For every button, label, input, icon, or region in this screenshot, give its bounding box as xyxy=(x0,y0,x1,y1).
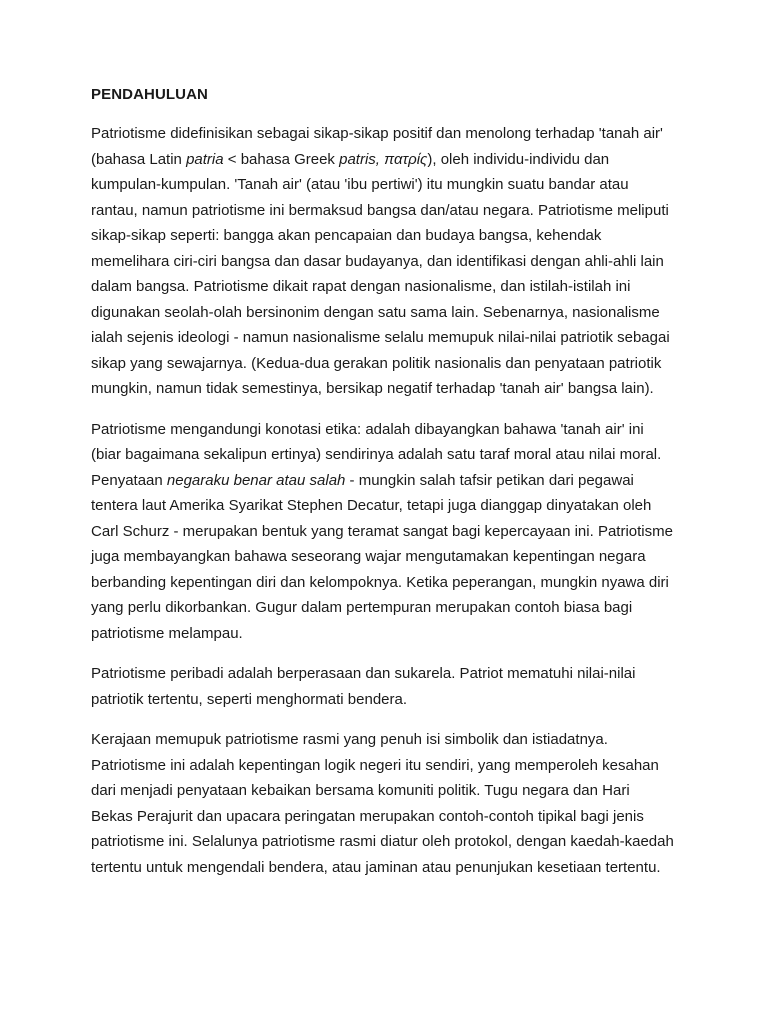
paragraph-line: dari menjadi penyataan kebaikan bersama komuniti politik. Tugu negara dan Hari xyxy=(91,782,630,799)
paragraph-line: dalam bangsa. Patriotisme dikait rapat dengan nasionalisme, dan istilah-istilah ini xyxy=(91,278,631,295)
paragraph-line: ialah sejenis ideologi - namun nasionalisme selalu memupuk nilai-nilai patriotik sebagai xyxy=(91,329,670,346)
italic-term-patris: patris, πατρίς xyxy=(339,150,428,168)
paragraph-line: Bekas Perajurit dan upacara peringatan merupakan contoh-contoh tipikal bagi jenis xyxy=(91,807,644,825)
document-page xyxy=(91,84,711,895)
paragraph-line: (biar bagaimana sekalipun ertinya) sendirinya adalah satu taraf moral atau nilai moral. xyxy=(91,446,662,463)
paragraph-line: Kerajaan memupuk patriotisme rasmi yang penuh isi simbolik dan istiadatnya. xyxy=(91,731,608,748)
paragraph-line: kumpulan-kumpulan. 'Tanah air' (atau 'ibu pertiwi') itu mungkin suatu bandar atau xyxy=(91,176,629,193)
paragraph-line: Patriotisme didefinisikan sebagai sikap-sikap positif dan menolong terhadap 'tanah air' xyxy=(91,125,663,142)
paragraph-line: memelihara ciri-ciri bangsa dan dasar budayanya, dan identifikasi dengan ahli-ahli lain xyxy=(91,252,664,270)
paragraph-line: yang perlu dikorbankan. Gugur dalam pertempuran merupakan contoh biasa bagi xyxy=(91,599,633,616)
paragraph-line: digunakan seolah-olah bersinonim dengan satu sama lain. Sebenarnya, nasionalisme xyxy=(91,303,660,321)
paragraph-line: tertentu untuk mengendali bendera, atau jaminan atau penunjukan kesetiaan tertentu. xyxy=(91,858,661,876)
paragraph-line: Patriotisme mengandungi konotasi etika: adalah dibayangkan bahawa 'tanah air' ini xyxy=(91,420,644,438)
paragraph-line xyxy=(91,468,711,494)
paragraph-line: patriotisme melampau. xyxy=(91,624,243,642)
text-run: < bahasa Greek xyxy=(223,150,340,168)
paragraph-line xyxy=(91,147,711,173)
document-heading: PENDAHULUAN xyxy=(91,86,208,103)
paragraph-line: patriotik tertentu, seperti menghormati bendera. xyxy=(91,690,408,708)
paragraph-3 xyxy=(91,661,711,712)
text-run: (bahasa Latin xyxy=(91,150,187,168)
paragraph-2 xyxy=(91,417,711,647)
paragraph-line: rantau, namun patriotisme ini bermaksud bangsa dan/atau negara. Patriotisme meliputi xyxy=(91,201,669,219)
italic-phrase: negaraku benar atau salah xyxy=(166,471,346,489)
italic-term-patria: patria xyxy=(186,150,224,168)
paragraph-line: berbanding kepentingan diri dan kelompoknya. Ketika peperangan, mungkin nyawa diri xyxy=(91,573,669,591)
paragraph-line: tentera laut Amerika Syarikat Stephen Decatur, tetapi juga dianggap dinyatakan oleh xyxy=(91,497,652,514)
text-run: Penyataan xyxy=(91,471,167,489)
paragraph-line: Carl Schurz - merupakan bentuk yang teramat sangat bagi kepercayaan ini. Patriotisme xyxy=(91,522,673,540)
paragraph-line: Patriotisme peribadi adalah berperasaan dan sukarela. Patriot mematuhi nilai-nilai xyxy=(91,665,636,682)
paragraph-1 xyxy=(91,121,711,402)
paragraph-line: Patriotisme ini adalah kepentingan logik negeri itu sendiri, yang memperoleh kesahan xyxy=(91,756,659,774)
text-run: - mungkin salah tafsir petikan dari pegawai xyxy=(345,471,634,489)
text-run: ), oleh individu-individu dan xyxy=(427,150,610,168)
paragraph-line: patriotisme ini. Selalunya patriotisme rasmi diatur oleh protokol, dengan kaedah-kaedah xyxy=(91,833,674,850)
paragraph-line: juga membayangkan bahawa seseorang wajar mengutamakan kepentingan negara xyxy=(91,548,646,565)
paragraph-4 xyxy=(91,727,711,880)
paragraph-line: sikap-sikap seperti: bangga akan pencapaian dan budaya bangsa, kehendak xyxy=(91,227,602,244)
paragraph-line: sikap yang sewajarnya. (Kedua-dua gerakan politik nasionalis dan penyataan patriotik xyxy=(91,354,662,372)
paragraph-line: mungkin, namun tidak semestinya, bersikap negatif terhadap 'tanah air' bangsa lain). xyxy=(91,380,654,397)
